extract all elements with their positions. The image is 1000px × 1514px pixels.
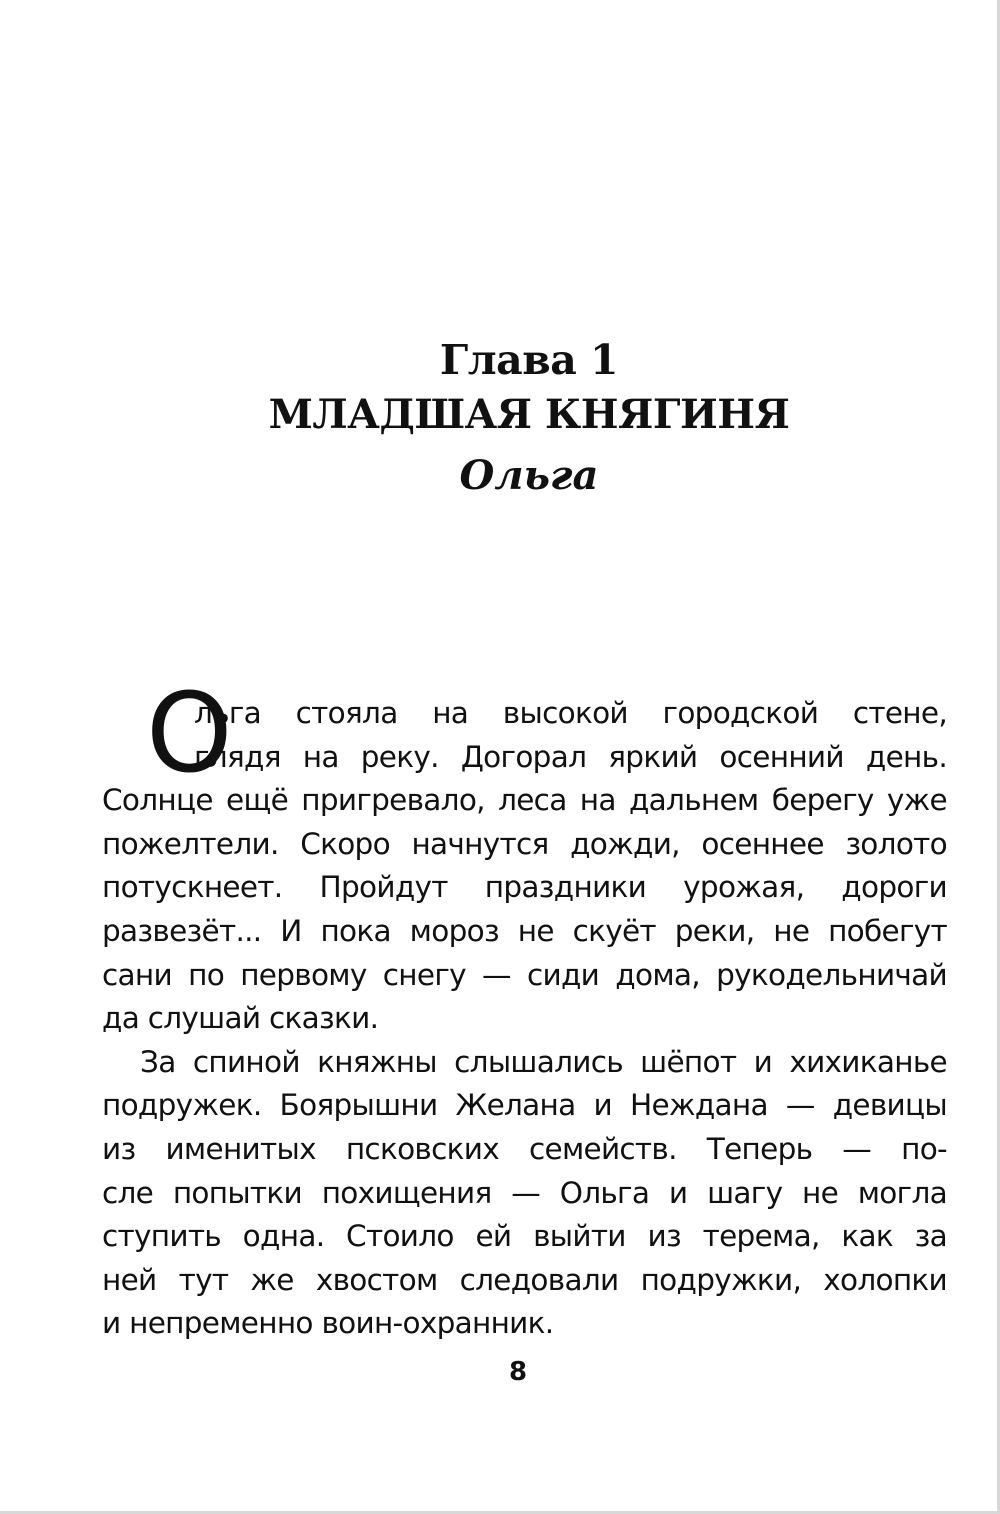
chapter-title: МЛАДШАЯ КНЯГИНЯ [268, 391, 790, 438]
body-text [102, 669, 947, 1346]
text-line: сле попытки похищения — Ольга и шагу не могла [102, 1175, 947, 1210]
text-line: ступить одна. Стоило ей выйти из терема, как за [102, 1219, 947, 1254]
drop-cap: О [146, 669, 233, 797]
text-line: пожелтели. Скоро начнутся дожди, осеннее золото [102, 826, 947, 861]
text-line: льга стояла на высокой городской стене, [194, 696, 947, 730]
text-line: потускнеет. Пройдут праздники урожая, дороги [102, 870, 947, 905]
chapter-subtitle: Ольга [459, 452, 599, 499]
text-line: из именитых псковских семейств. Теперь — по- [102, 1131, 947, 1166]
page-number: 8 [508, 1357, 528, 1387]
text-line: Солнце ещё пригревало, леса на дальнем берегу уже [102, 783, 947, 818]
text-line: и непременно воин-охранник. [102, 1306, 554, 1341]
text-line: развезёт... И пока мороз не скуёт реки, не побегут [102, 913, 947, 948]
chapter-number: Глава 1 [439, 336, 619, 384]
text-line: глядя на реку. Догорал яркий осенний день. [194, 739, 947, 774]
paragraph [102, 669, 947, 1041]
text-line: ней тут же хвостом следовали подружки, холопки [102, 1262, 947, 1297]
text-line: да слушай сказки. [102, 1001, 379, 1036]
text-line: За спиной княжны слышались шёпот и хихиканье [140, 1044, 947, 1079]
text-line: подружек. Боярышни Желана и Неждана — девицы [102, 1088, 947, 1123]
text-line: сани по первому снегу — сиди дома, рукодельничай [102, 957, 947, 992]
chapter-heading [0, 335, 1000, 507]
paragraph [102, 1041, 947, 1346]
